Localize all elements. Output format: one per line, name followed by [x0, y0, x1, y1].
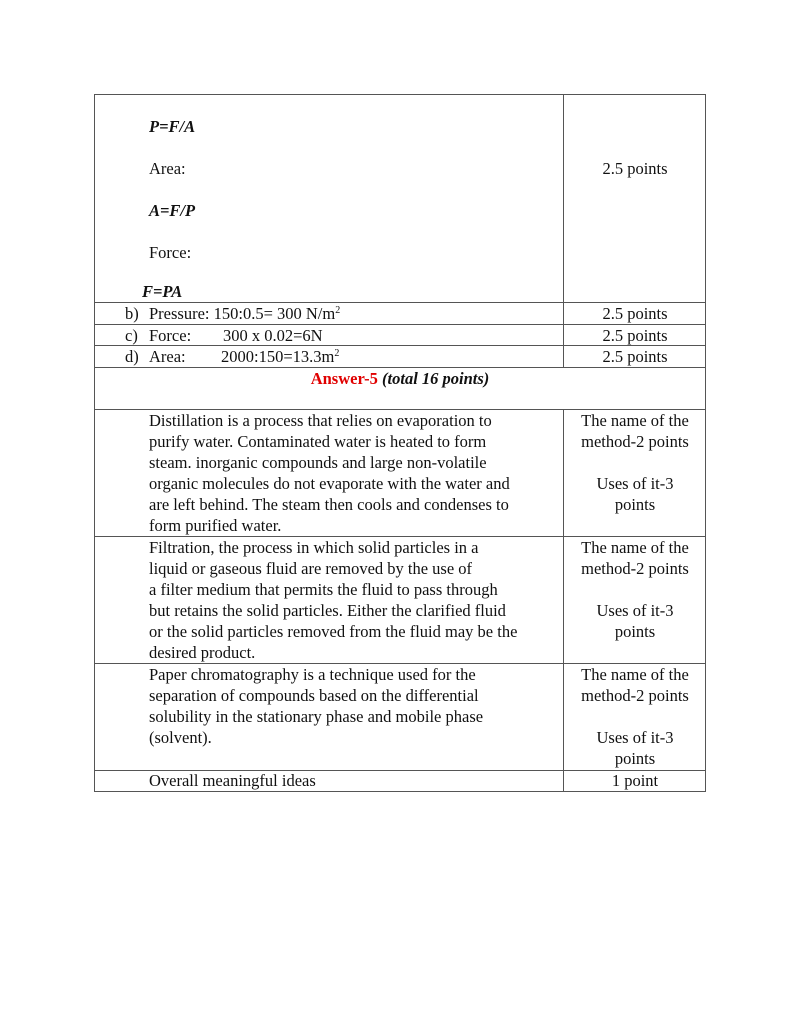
points-cell: 2.5 points [602, 326, 668, 345]
list-marker: c) [125, 326, 138, 345]
points-cell: 2.5 points [602, 304, 668, 323]
table-border-bottom [94, 791, 706, 792]
formula-force: F=PA [142, 282, 183, 301]
method-description: Distillation is a process that relies on evaporation to purify water. Contaminated water is heated to form steam. inorganic compounds and large non-volatile organic molecules do not evaporate with the water and are left behind. The steam then cools and condenses to form purified water. [149, 411, 510, 535]
answer-title: Answer-5 [310, 369, 378, 388]
points-cell: 2.5 points [602, 159, 668, 178]
method-points: The name of the method-2 points Uses of it-3 points [581, 411, 689, 514]
method-points: The name of the method-2 points Uses of it-3 points [581, 538, 689, 641]
points-cell: 1 point [611, 771, 659, 790]
answer-header [94, 368, 706, 389]
area-calculation-label: Area: [149, 347, 186, 366]
method-points: The name of the method-2 points Uses of it-3 points [581, 665, 689, 768]
area-calculation: $2000:150=13.3m^2$ [221, 347, 340, 366]
formula-pressure: P=F/A [149, 117, 196, 136]
force-calculation: 300 x 0.02=6N [223, 326, 323, 345]
answer-subtitle: (total 16 points) [382, 369, 490, 388]
grading-table [94, 94, 706, 792]
area-label: Area: [149, 159, 186, 178]
overall-label: Overall meaningful ideas [149, 771, 316, 790]
force-label: Force: [149, 243, 192, 262]
list-marker: b) [125, 304, 139, 323]
force-calculation-label: Force: [149, 326, 192, 345]
method-description: Paper chromatography is a technique used for the separation of compounds based on the differential solubility in the stationary phase and mobile phase (solvent). [149, 665, 484, 747]
formula-area: A=F/P [149, 201, 196, 220]
pressure-calculation: Pressure: 150:0.5= 300 $N/m^2$ [149, 304, 341, 323]
method-description: Filtration, the process in which solid particles in a liquid or gaseous fluid are removed by the use of a filter medium that permits the fluid to pass through but retains the solid particles. Either the clarified fluid or the solid particles removed from the fluid may be the desired product. [149, 538, 518, 662]
list-marker: d) [125, 347, 139, 366]
table-border-top [94, 94, 706, 95]
table-border-left [94, 94, 95, 792]
points-cell: 2.5 points [602, 347, 668, 366]
